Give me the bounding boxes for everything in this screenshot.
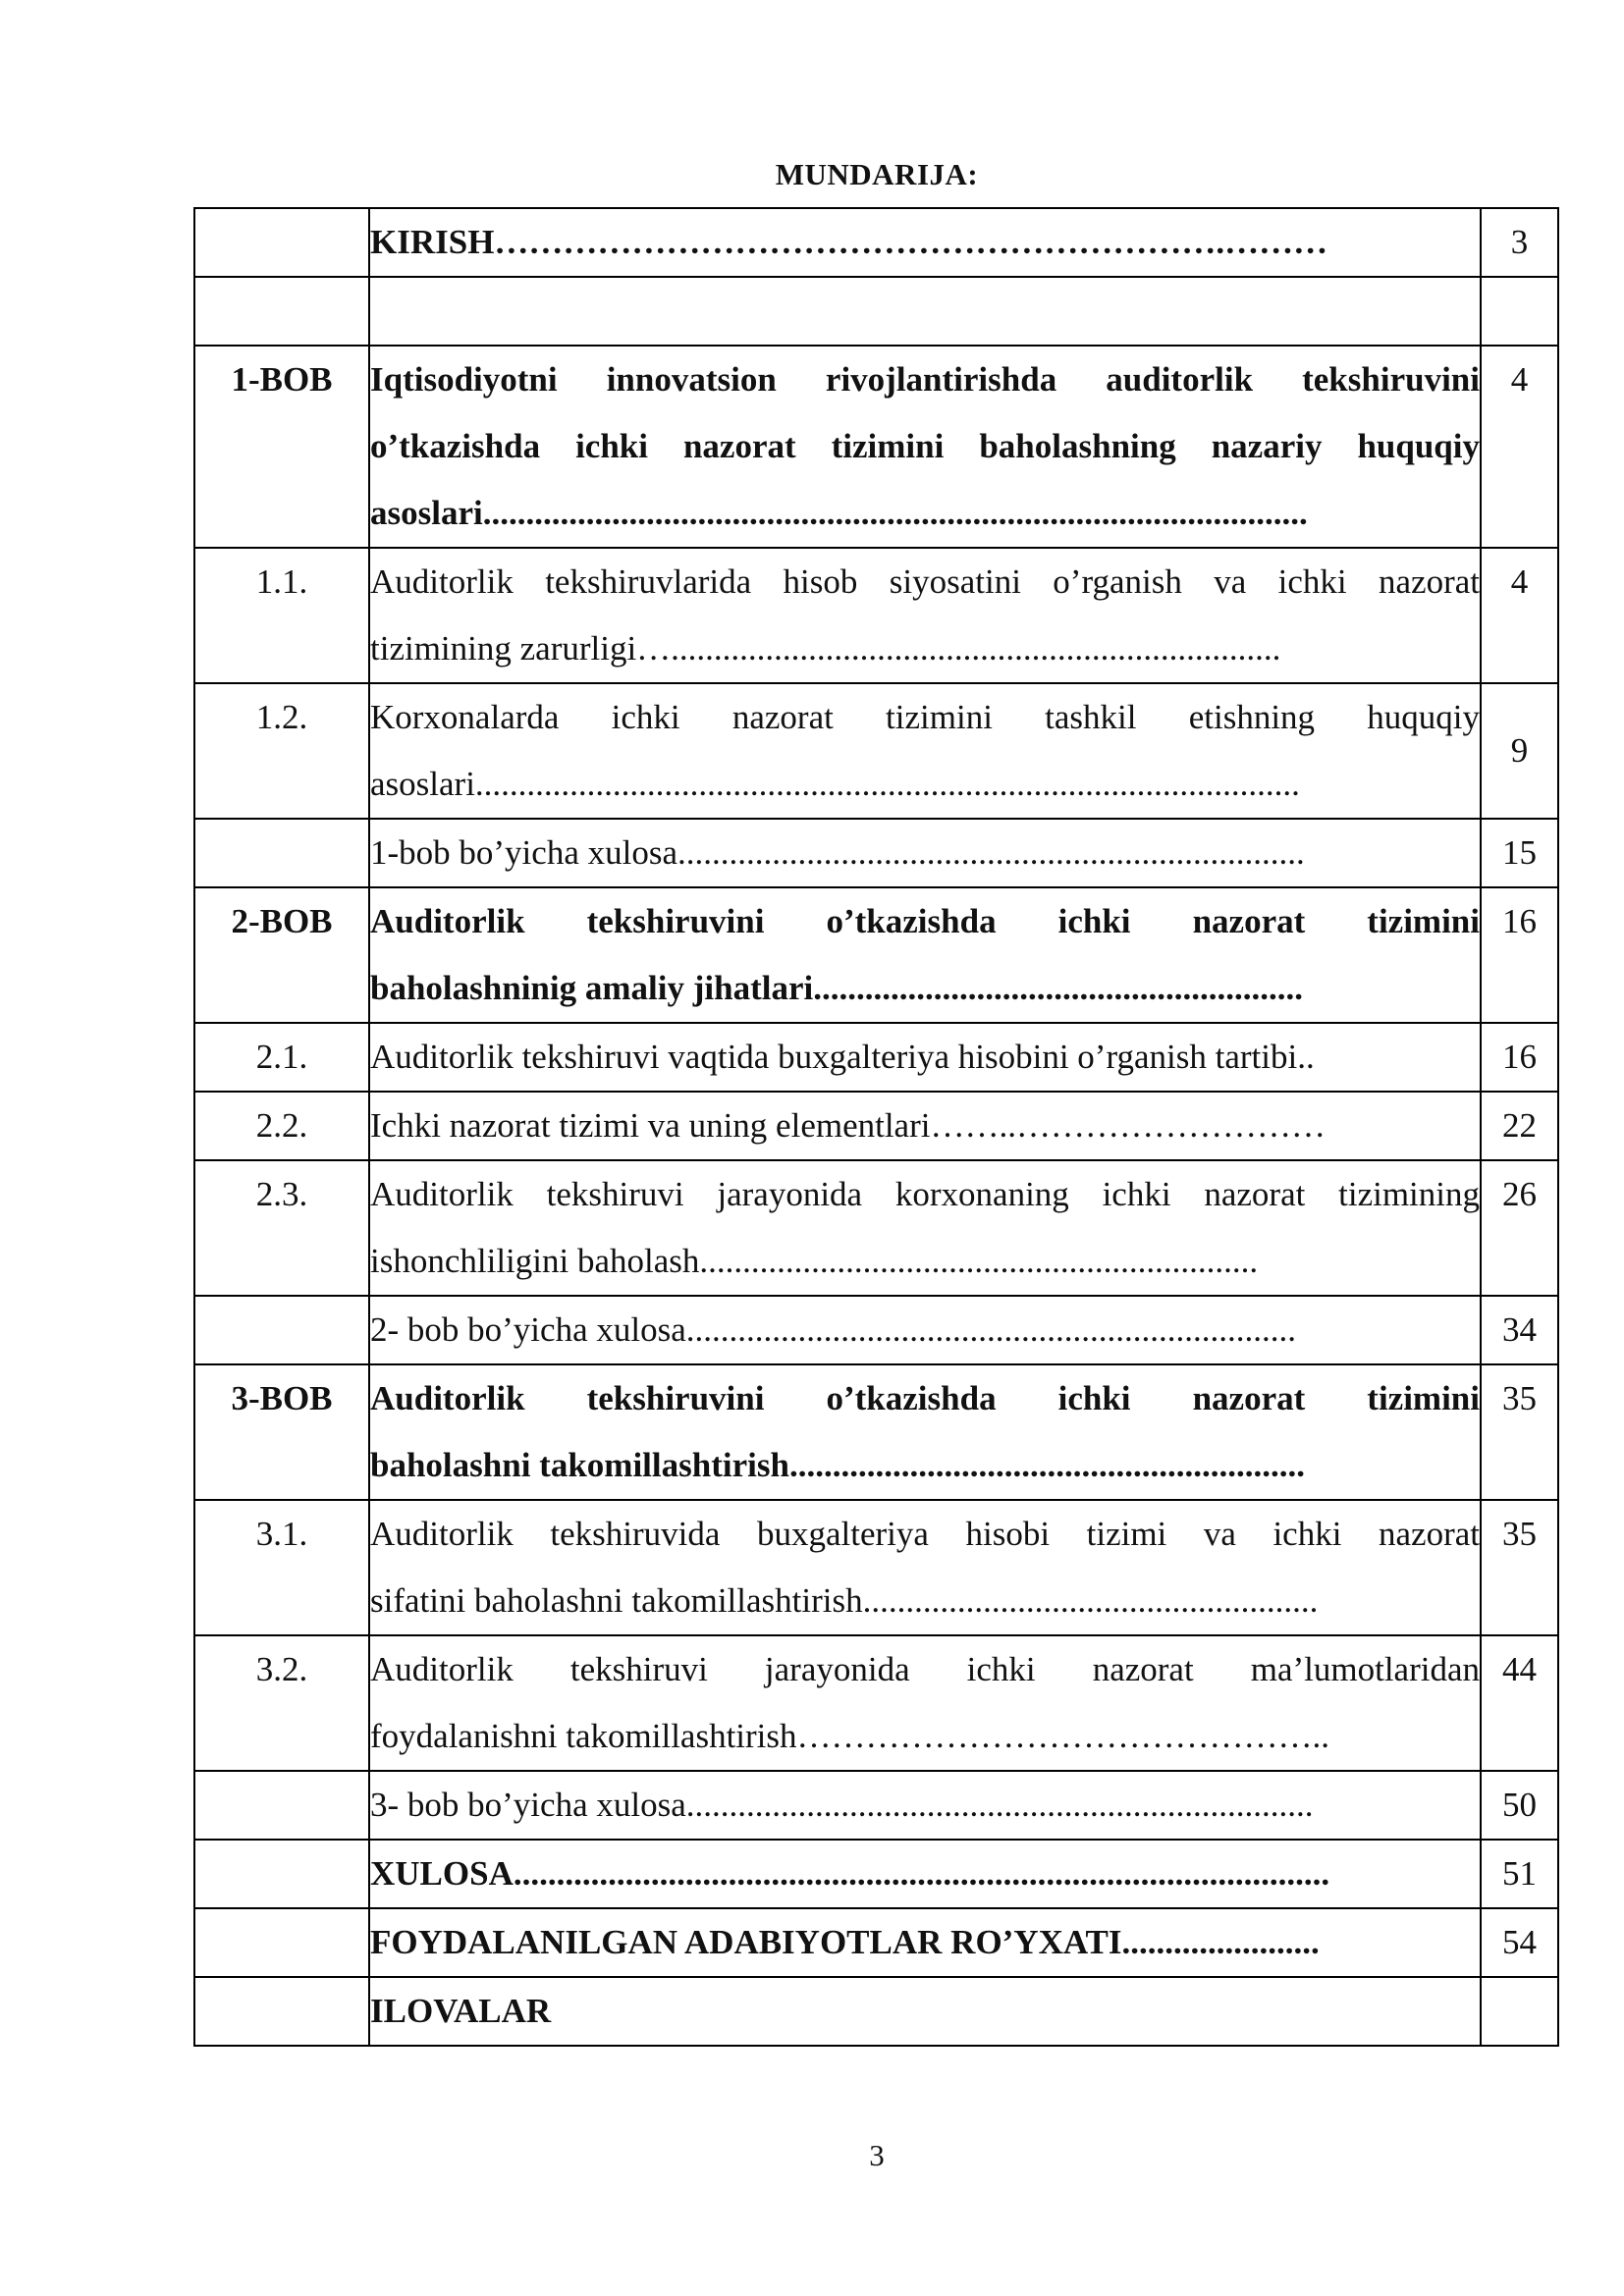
toc-entry-line: FOYDALANILGAN ADABIYOTLAR RO’YXATI....................... bbox=[370, 1923, 1320, 1961]
toc-entry-line: sifatini baholashni takomillashtirish..................................................... bbox=[370, 1581, 1319, 1620]
toc-section-number: 1-BOB bbox=[194, 346, 369, 548]
toc-entry-title[interactable] bbox=[369, 548, 1481, 683]
toc-entry-line: ILOVALAR bbox=[370, 1992, 552, 2030]
toc-entry-line: o’tkazishda ichki nazorat tizimini baholashning nazariy huquqiy bbox=[370, 427, 1480, 465]
toc-page-number: 15 bbox=[1481, 819, 1558, 887]
toc-entry-title[interactable] bbox=[369, 1296, 1481, 1364]
toc-section-number: 1.1. bbox=[194, 548, 369, 683]
toc-page-number: 44 bbox=[1481, 1635, 1558, 1771]
toc-body bbox=[194, 208, 1558, 2046]
toc-page-number: 4 bbox=[1481, 346, 1558, 548]
toc-entry-title[interactable] bbox=[369, 1771, 1481, 1840]
toc-entry-line bbox=[370, 278, 1480, 345]
toc-page-number: 50 bbox=[1481, 1771, 1558, 1840]
toc-row bbox=[194, 1296, 1558, 1364]
toc-section-number: 2.1. bbox=[194, 1023, 369, 1092]
toc-entry-line: foydalanishni takomillashtirish……………………………………….. bbox=[370, 1717, 1330, 1755]
toc-entry-title[interactable] bbox=[369, 887, 1481, 1023]
toc-page-number: 4 bbox=[1481, 548, 1558, 683]
toc-entry-line: Auditorlik tekshiruvini o’tkazishda ichki nazorat tizimini bbox=[370, 902, 1480, 940]
toc-entry-line: KIRISH……………………………………………………….……… bbox=[370, 223, 1328, 261]
toc-row bbox=[194, 819, 1558, 887]
toc-section-number bbox=[194, 208, 369, 277]
toc-entry-line: 3- bob bo’yicha xulosa......................................................................... bbox=[370, 1786, 1314, 1824]
toc-entry-title[interactable] bbox=[369, 1160, 1481, 1296]
toc-entry-line: Korxonalarda ichki nazorat tizimini tashkil etishning huquqiy bbox=[370, 698, 1480, 736]
toc-page-number: 9 bbox=[1481, 683, 1558, 819]
toc-page-number: 26 bbox=[1481, 1160, 1558, 1296]
toc-page-number: 34 bbox=[1481, 1296, 1558, 1364]
toc-entry-title[interactable] bbox=[369, 277, 1481, 346]
toc-section-number: 3.2. bbox=[194, 1635, 369, 1771]
toc-section-number: 2-BOB bbox=[194, 887, 369, 1023]
toc-row bbox=[194, 1771, 1558, 1840]
toc-entry-title[interactable] bbox=[369, 346, 1481, 548]
toc-row bbox=[194, 1977, 1558, 2046]
toc-entry-line: Auditorlik tekshiruvini o’tkazishda ichki nazorat tizimini bbox=[370, 1379, 1480, 1417]
toc-entry-line: Auditorlik tekshiruvi vaqtida buxgalteriya hisobini o’rganish tartibi.. bbox=[370, 1038, 1315, 1076]
toc-entry-line: tizimining zarurligi…....................................................................... bbox=[370, 629, 1281, 667]
toc-page-number: 54 bbox=[1481, 1908, 1558, 1977]
toc-entry-title[interactable] bbox=[369, 819, 1481, 887]
toc-entry-title[interactable] bbox=[369, 1635, 1481, 1771]
toc-entry-line: Auditorlik tekshiruvi jarayonida ichki nazorat ma’lumotlaridan bbox=[370, 1650, 1480, 1688]
toc-entry-line: Iqtisodiyotni innovatsion rivojlantirishda auditorlik tekshiruvini bbox=[370, 360, 1480, 399]
toc-page-number: 22 bbox=[1481, 1092, 1558, 1160]
toc-entry-title[interactable] bbox=[369, 1908, 1481, 1977]
toc-entry-line: 2- bob bo’yicha xulosa....................................................................... bbox=[370, 1310, 1296, 1349]
toc-section-number: 3-BOB bbox=[194, 1364, 369, 1500]
toc-page-number: 35 bbox=[1481, 1500, 1558, 1635]
toc-row bbox=[194, 1023, 1558, 1092]
toc-section-number: 1.2. bbox=[194, 683, 369, 819]
toc-section-number bbox=[194, 819, 369, 887]
toc-entry-title[interactable] bbox=[369, 1364, 1481, 1500]
toc-section-number bbox=[194, 1840, 369, 1908]
document-title: MUNDARIJA: bbox=[775, 157, 979, 191]
toc-page-number: 35 bbox=[1481, 1364, 1558, 1500]
toc-row bbox=[194, 1092, 1558, 1160]
toc-entry-line: XULOSA............................................................................................... bbox=[370, 1854, 1330, 1893]
toc-page-number bbox=[1481, 277, 1558, 346]
toc-entry-title[interactable] bbox=[369, 1840, 1481, 1908]
toc-entry-line: 1-bob bo’yicha xulosa......................................................................... bbox=[370, 833, 1305, 872]
toc-section-number bbox=[194, 277, 369, 346]
toc-entry-line: asoslari................................................................................................ bbox=[370, 494, 1308, 532]
toc-entry-title[interactable] bbox=[369, 1977, 1481, 2046]
toc-row bbox=[194, 208, 1558, 277]
toc-page-number: 3 bbox=[1481, 208, 1558, 277]
toc-entry-line: Auditorlik tekshiruvida buxgalteriya hisobi tizimi va ichki nazorat bbox=[370, 1515, 1480, 1553]
toc-entry-title[interactable] bbox=[369, 208, 1481, 277]
toc-row bbox=[194, 1160, 1558, 1296]
toc-entry-title[interactable] bbox=[369, 1092, 1481, 1160]
toc-section-number bbox=[194, 1296, 369, 1364]
toc-entry-title[interactable] bbox=[369, 1023, 1481, 1092]
toc-page-number: 16 bbox=[1481, 887, 1558, 1023]
table-of-contents bbox=[193, 207, 1559, 2047]
toc-section-number bbox=[194, 1908, 369, 1977]
toc-section-number: 2.3. bbox=[194, 1160, 369, 1296]
toc-row bbox=[194, 277, 1558, 346]
toc-section-number bbox=[194, 1977, 369, 2046]
toc-section-number: 2.2. bbox=[194, 1092, 369, 1160]
toc-row bbox=[194, 683, 1558, 819]
toc-entry-title[interactable] bbox=[369, 1500, 1481, 1635]
toc-entry-title[interactable] bbox=[369, 683, 1481, 819]
toc-entry-line: Auditorlik tekshiruvlarida hisob siyosatini o’rganish va ichki nazorat bbox=[370, 562, 1480, 601]
toc-entry-line: Ichki nazorat tizimi va uning elementlari……..……………………… bbox=[370, 1106, 1326, 1145]
toc-page-number: 16 bbox=[1481, 1023, 1558, 1092]
toc-row bbox=[194, 887, 1558, 1023]
toc-row bbox=[194, 1500, 1558, 1635]
toc-entry-line: baholashninig amaliy jihatlari......................................................... bbox=[370, 969, 1303, 1007]
toc-row bbox=[194, 1840, 1558, 1908]
toc-page-number bbox=[1481, 1977, 1558, 2046]
toc-entry-line: Auditorlik tekshiruvi jarayonida korxonaning ichki nazorat tizimining bbox=[370, 1175, 1480, 1213]
toc-page-number: 51 bbox=[1481, 1840, 1558, 1908]
toc-entry-line: asoslari................................................................................................ bbox=[370, 765, 1300, 803]
toc-section-number bbox=[194, 1771, 369, 1840]
toc-row bbox=[194, 1908, 1558, 1977]
toc-row bbox=[194, 346, 1558, 548]
page-number: 3 bbox=[869, 2138, 885, 2172]
toc-row bbox=[194, 1635, 1558, 1771]
toc-section-number: 3.1. bbox=[194, 1500, 369, 1635]
toc-row bbox=[194, 1364, 1558, 1500]
toc-entry-line: baholashni takomillashtirish............................................................ bbox=[370, 1446, 1305, 1484]
toc-entry-line: ishonchliligini baholash................................................................. bbox=[370, 1242, 1259, 1280]
toc-row bbox=[194, 548, 1558, 683]
